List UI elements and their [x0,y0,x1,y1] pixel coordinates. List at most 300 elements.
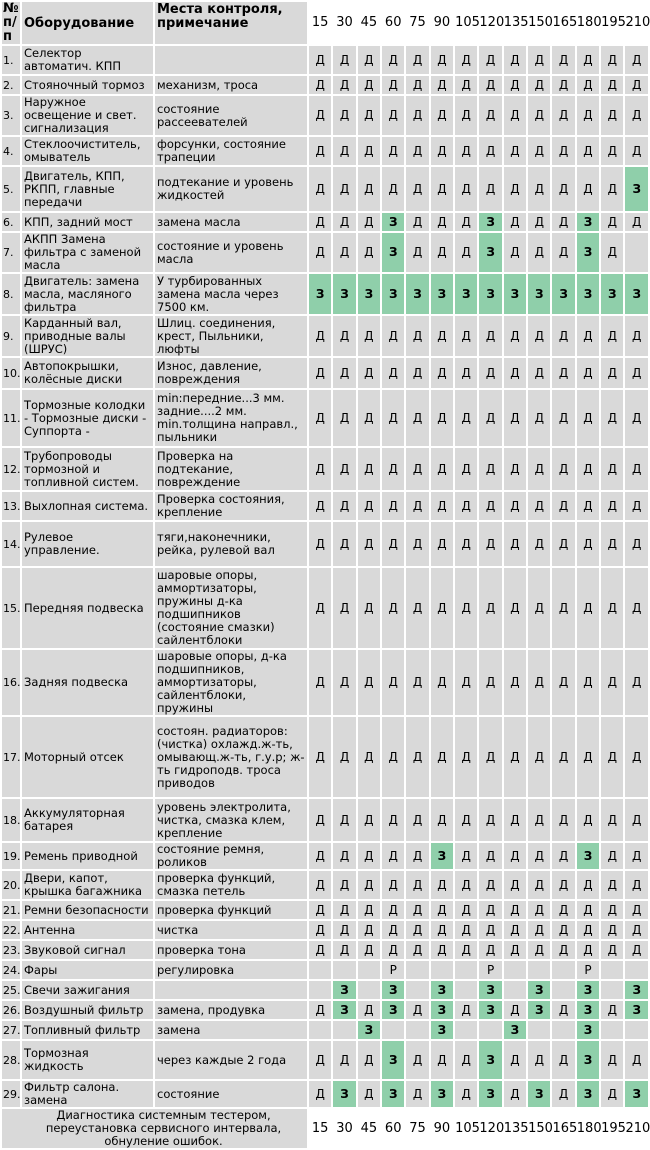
footer-km: 135 [504,1109,526,1148]
schedule-cell: Д [358,316,380,356]
schedule-cell: Д [309,871,331,899]
row-number: 17. [2,717,20,797]
schedule-cell: Д [601,358,623,388]
footer-km: 120 [479,1109,501,1148]
schedule-cell: Д [504,941,526,959]
schedule-cell: Д [455,568,477,648]
schedule-cell: Д [552,871,574,899]
schedule-cell: Д [333,921,355,939]
schedule-cell: Д [528,1041,550,1079]
header-km: 90 [431,2,453,44]
schedule-cell: Д [528,167,550,211]
row-number: 27. [2,1021,20,1039]
schedule-cell: Д [406,921,428,939]
schedule-cell: З [577,843,599,869]
row-number: 28. [2,1041,20,1079]
table-row [2,941,648,959]
row-number: 16. [2,650,20,715]
schedule-cell: Д [382,799,404,841]
schedule-cell [601,981,623,999]
table-row [2,1041,648,1079]
schedule-cell: З [431,274,453,314]
table-row [2,568,648,648]
table-row [2,650,648,715]
schedule-cell: Д [479,448,501,490]
schedule-cell: Д [625,137,648,165]
schedule-cell: Д [601,390,623,446]
schedule-cell: Д [552,921,574,939]
schedule-cell: Д [382,96,404,135]
schedule-cell: Д [333,1041,355,1079]
schedule-cell: Д [625,650,648,715]
schedule-cell [552,961,574,979]
schedule-cell: Д [552,167,574,211]
schedule-cell: Д [309,650,331,715]
footer-row [2,1109,648,1148]
schedule-cell: Д [528,901,550,919]
table-row [2,1001,648,1019]
schedule-cell: З [333,981,355,999]
schedule-cell: Д [625,717,648,797]
schedule-cell: Д [309,76,331,94]
schedule-cell: Д [333,46,355,74]
table-row [2,76,648,94]
schedule-cell [504,981,526,999]
schedule-cell: З [625,1081,648,1107]
schedule-cell: Д [528,448,550,490]
schedule-cell: З [577,274,599,314]
schedule-cell: Д [528,213,550,231]
schedule-cell: Д [479,316,501,356]
control-note-cell: шаровые опоры, аммортизаторы, пружины д-ка подшипников (состояние смазки) сайлентблоки [155,568,307,648]
schedule-cell: Д [455,358,477,388]
control-note-cell: У турбированных замена масла через 7500 км. [155,274,307,314]
schedule-cell: З [577,1081,599,1107]
schedule-cell: Д [552,843,574,869]
control-note-cell: форсунки, состояние трапеции [155,137,307,165]
schedule-cell: Д [528,568,550,648]
schedule-cell [455,1021,477,1039]
schedule-cell: З [625,274,648,314]
schedule-cell: Д [309,843,331,869]
schedule-cell: З [333,1081,355,1107]
schedule-cell: Д [455,96,477,135]
control-note-cell: Проверка на подтекание, повреждение [155,448,307,490]
schedule-cell: Д [528,358,550,388]
schedule-cell: Д [528,650,550,715]
table-body [2,46,648,1107]
schedule-cell: З [382,233,404,272]
schedule-cell: Д [625,358,648,388]
schedule-cell: Д [431,492,453,520]
header-km: 105 [455,2,477,44]
schedule-cell: Д [601,1081,623,1107]
schedule-cell: З [479,1001,501,1019]
table-row [2,1021,648,1039]
control-note-cell: регулировка [155,961,307,979]
table-row [2,316,648,356]
equipment-cell: Топливный фильтр [22,1021,153,1039]
schedule-cell: Д [333,717,355,797]
control-note-cell: проверка функций, смазка петель [155,871,307,899]
footer-km: 210 [625,1109,648,1148]
schedule-cell: Д [552,568,574,648]
schedule-cell: Д [504,213,526,231]
schedule-cell: Д [382,167,404,211]
schedule-cell: Д [333,448,355,490]
schedule-cell: Д [333,522,355,566]
control-note-cell: шаровые опоры, д-ка подшипников, аммортизаторы, сайлентблоки, пружины [155,650,307,715]
table-row [2,233,648,272]
schedule-cell: Д [333,390,355,446]
equipment-cell: Тормозные колодки - Тормозные диски - Суппорта - [22,390,153,446]
schedule-cell: Д [431,921,453,939]
equipment-cell: Фильтр салона. замена [22,1081,153,1107]
header-km: 15 [309,2,331,44]
footer-km: 15 [309,1109,331,1148]
schedule-cell: Д [479,167,501,211]
control-note-cell: через каждые 2 года [155,1041,307,1079]
control-note-cell: замена [155,1021,307,1039]
schedule-cell: Д [455,871,477,899]
schedule-cell: Д [552,492,574,520]
schedule-cell: Д [406,233,428,272]
schedule-cell: Д [431,316,453,356]
schedule-cell: Д [601,96,623,135]
schedule-cell: Д [625,941,648,959]
schedule-cell: Д [358,167,380,211]
schedule-cell: Д [601,167,623,211]
equipment-cell: Наружное освещение и свет. сигнализация [22,96,153,135]
schedule-cell: Д [358,1081,380,1107]
schedule-cell: Д [577,46,599,74]
control-note-cell: Проверка состояния, крепление [155,492,307,520]
schedule-cell: Д [528,316,550,356]
schedule-cell: Д [479,522,501,566]
schedule-cell: Д [406,137,428,165]
schedule-cell: Д [577,96,599,135]
schedule-cell: Д [309,522,331,566]
table-row [2,274,648,314]
schedule-cell: Д [552,901,574,919]
schedule-cell: Д [406,96,428,135]
schedule-cell: Д [625,96,648,135]
schedule-cell: Д [406,871,428,899]
schedule-cell: Д [406,717,428,797]
schedule-cell: Д [504,843,526,869]
schedule-cell: Д [382,921,404,939]
schedule-cell [333,1021,355,1039]
schedule-cell: З [479,981,501,999]
schedule-cell: Д [577,492,599,520]
schedule-cell [504,961,526,979]
equipment-cell: Двери, капот, крышка багажника [22,871,153,899]
control-note-cell: тяги,наконечники, рейка, рулевой вал [155,522,307,566]
table-row [2,96,648,135]
equipment-cell: Аккумуляторная батарея [22,799,153,841]
schedule-cell: Д [552,717,574,797]
schedule-cell: Д [504,650,526,715]
schedule-cell: Д [528,76,550,94]
schedule-cell: Д [406,390,428,446]
schedule-cell: Д [479,390,501,446]
schedule-cell: Д [504,1041,526,1079]
row-number: 3. [2,96,20,135]
schedule-cell: Д [504,167,526,211]
schedule-cell: Д [431,96,453,135]
schedule-cell [358,961,380,979]
footer-km: 195 [601,1109,623,1148]
header-km: 60 [382,2,404,44]
schedule-cell [309,1021,331,1039]
schedule-cell: Д [358,1001,380,1019]
schedule-cell: Д [358,921,380,939]
schedule-cell: Д [625,390,648,446]
schedule-cell: З [504,1021,526,1039]
control-note-cell: подтекание и уровень жидкостей [155,167,307,211]
schedule-cell: Д [479,843,501,869]
equipment-cell: АКПП Замена фильтра с заменой масла [22,233,153,272]
schedule-cell: З [577,233,599,272]
schedule-cell: Д [479,137,501,165]
equipment-cell: Автопокрышки, колёсные диски [22,358,153,388]
schedule-cell: Д [333,76,355,94]
equipment-cell: Ремень приводной [22,843,153,869]
schedule-cell: Д [309,316,331,356]
footer-text: Диагностика системным тестером, переустановка сервисного интервала, обнуление ошибок. [2,1109,307,1148]
schedule-cell: Д [455,522,477,566]
schedule-cell: З [504,274,526,314]
schedule-cell [625,1021,648,1039]
schedule-cell [552,981,574,999]
schedule-cell: Д [455,316,477,356]
equipment-cell: Фары [22,961,153,979]
schedule-cell: Д [552,1081,574,1107]
control-note-cell: проверка функций [155,901,307,919]
control-note-cell: состоян. радиаторов: (чистка) охлажд.ж-ть, омывающ.ж-ть, г.у.р; ж-ть гидроподв. троса приводов [155,717,307,797]
schedule-cell [358,981,380,999]
schedule-cell: Д [406,1001,428,1019]
schedule-cell: Д [577,76,599,94]
schedule-cell: Д [552,213,574,231]
schedule-cell: Д [406,76,428,94]
schedule-cell: З [479,1041,501,1079]
row-number: 2. [2,76,20,94]
row-number: 18. [2,799,20,841]
schedule-cell: Д [479,492,501,520]
schedule-cell: Д [577,167,599,211]
schedule-cell: Д [504,871,526,899]
schedule-cell: Д [455,390,477,446]
schedule-cell: Д [309,799,331,841]
schedule-cell: Д [333,358,355,388]
schedule-cell: З [528,1081,550,1107]
schedule-cell: Д [333,233,355,272]
schedule-cell: Д [333,650,355,715]
schedule-cell: Д [601,233,623,272]
schedule-cell: Д [528,921,550,939]
schedule-cell: Д [455,1041,477,1079]
schedule-cell: Д [431,358,453,388]
control-note-cell: состояние рассеевателей [155,96,307,135]
schedule-cell: Д [601,76,623,94]
table-row [2,522,648,566]
table-row [2,717,648,797]
schedule-cell: Д [358,492,380,520]
control-note-cell: состояние ремня, роликов [155,843,307,869]
row-number: 4. [2,137,20,165]
table-row [2,390,648,446]
schedule-cell: Д [382,941,404,959]
schedule-cell: З [528,981,550,999]
schedule-cell: Д [333,316,355,356]
schedule-cell: Д [455,167,477,211]
row-number: 6. [2,213,20,231]
schedule-cell: Д [309,941,331,959]
row-number: 13. [2,492,20,520]
schedule-cell: Д [455,448,477,490]
control-note-cell: замена масла [155,213,307,231]
schedule-cell: Д [504,717,526,797]
schedule-cell: Д [382,871,404,899]
schedule-cell: Д [601,717,623,797]
schedule-cell: Д [406,901,428,919]
control-note-cell: Шлиц. соединения, крест, Пыльники, люфты [155,316,307,356]
schedule-cell [479,1021,501,1039]
schedule-cell: Д [406,167,428,211]
row-number: 11. [2,390,20,446]
schedule-cell: Д [358,843,380,869]
schedule-cell: Д [577,871,599,899]
schedule-cell: Д [455,717,477,797]
schedule-cell [455,981,477,999]
schedule-cell: Д [406,492,428,520]
schedule-cell: Д [431,799,453,841]
schedule-cell: Р [479,961,501,979]
schedule-cell: Д [455,799,477,841]
row-number: 15. [2,568,20,648]
row-number: 24. [2,961,20,979]
equipment-cell: Тормозная жидкость [22,1041,153,1079]
schedule-cell: Д [528,871,550,899]
schedule-cell: Д [455,46,477,74]
row-number: 12. [2,448,20,490]
row-number: 8. [2,274,20,314]
schedule-cell: З [382,213,404,231]
schedule-cell: Д [479,921,501,939]
table-row [2,843,648,869]
schedule-cell: Д [504,1001,526,1019]
schedule-cell [406,981,428,999]
schedule-cell: Д [455,233,477,272]
schedule-cell [333,961,355,979]
schedule-cell: Д [528,137,550,165]
schedule-cell: Д [601,1041,623,1079]
schedule-cell: Д [382,717,404,797]
schedule-cell: Д [406,213,428,231]
table-row [2,921,648,939]
schedule-cell: Д [431,901,453,919]
schedule-cell: З [358,274,380,314]
schedule-cell: Д [309,137,331,165]
footer-km: 90 [431,1109,453,1148]
schedule-cell: З [431,1021,453,1039]
header-row [2,2,648,44]
equipment-cell: Селектор автоматич. КПП [22,46,153,74]
schedule-cell: Д [601,843,623,869]
schedule-cell: Р [577,961,599,979]
schedule-cell: Д [358,799,380,841]
schedule-cell [309,961,331,979]
control-note-cell [155,46,307,74]
schedule-cell: З [382,1041,404,1079]
equipment-cell: Стеклоочиститель, омыватель [22,137,153,165]
schedule-cell: З [479,274,501,314]
schedule-cell: Д [358,650,380,715]
schedule-cell [601,961,623,979]
schedule-cell [382,1021,404,1039]
footer-km: 180 [577,1109,599,1148]
row-number: 21. [2,901,20,919]
schedule-cell: Д [552,137,574,165]
schedule-cell: Д [382,390,404,446]
schedule-cell: Д [382,46,404,74]
row-number: 25. [2,981,20,999]
header-km: 180 [577,2,599,44]
schedule-cell: Д [625,1041,648,1079]
schedule-cell: Д [577,941,599,959]
schedule-cell: Д [358,941,380,959]
header-places: Места контроля, примечание [155,2,307,44]
schedule-cell: Д [455,213,477,231]
schedule-cell: Д [504,901,526,919]
schedule-cell: Д [431,871,453,899]
header-equipment: Оборудование [22,2,153,44]
schedule-cell: Д [431,650,453,715]
schedule-cell: Д [358,448,380,490]
schedule-cell: Д [577,717,599,797]
equipment-cell: Передняя подвеска [22,568,153,648]
footer-km: 105 [455,1109,477,1148]
schedule-cell: Д [504,76,526,94]
schedule-cell: Д [455,941,477,959]
schedule-cell: Д [406,799,428,841]
schedule-cell: Д [358,901,380,919]
schedule-cell: Д [406,650,428,715]
row-number: 7. [2,233,20,272]
schedule-cell: Д [431,137,453,165]
schedule-cell: Д [601,448,623,490]
schedule-cell: Д [601,1001,623,1019]
schedule-cell: Д [406,843,428,869]
schedule-cell: Д [504,96,526,135]
schedule-cell: Д [431,233,453,272]
row-number: 29. [2,1081,20,1107]
schedule-cell [406,961,428,979]
schedule-cell: Д [601,46,623,74]
footer-km: 60 [382,1109,404,1148]
header-km: 30 [333,2,355,44]
schedule-cell: З [382,274,404,314]
schedule-cell: З [552,274,574,314]
schedule-cell: Д [577,921,599,939]
header-km: 150 [528,2,550,44]
schedule-cell: Д [601,941,623,959]
equipment-cell: КПП, задний мост [22,213,153,231]
schedule-cell: Д [431,568,453,648]
equipment-cell: Моторный отсек [22,717,153,797]
schedule-cell: Д [577,358,599,388]
